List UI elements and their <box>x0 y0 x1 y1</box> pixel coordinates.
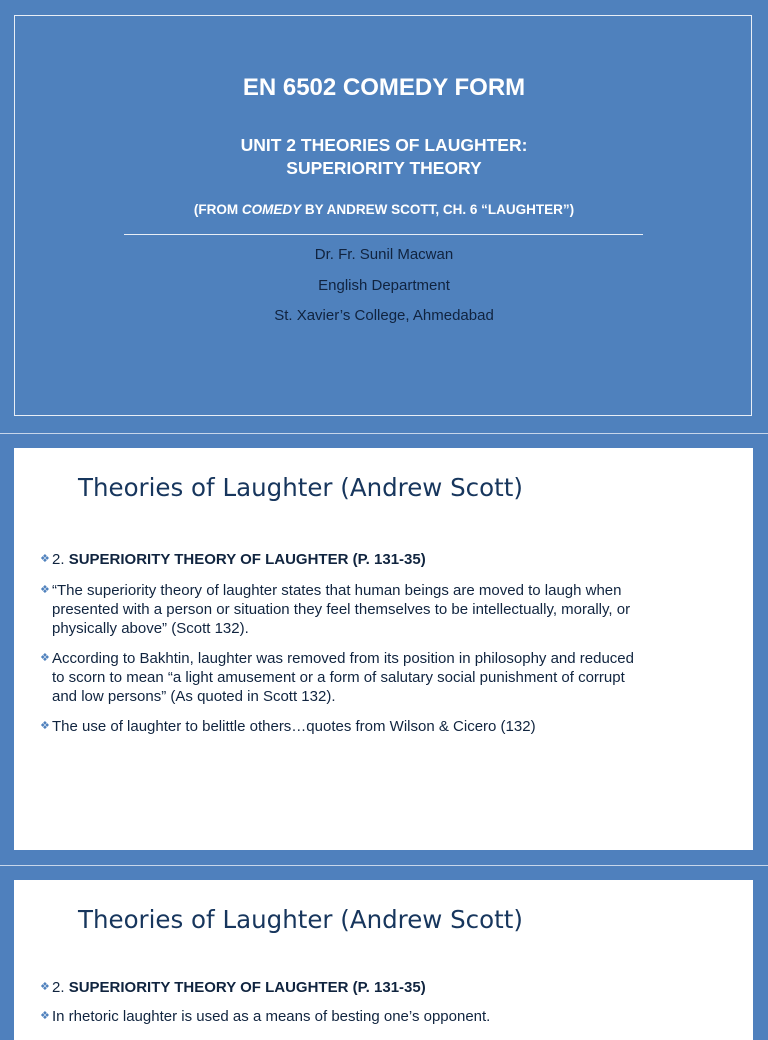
bullet-text-line: According to Bakhtin, laughter was removed from its position in philosophy and reduced <box>52 650 634 667</box>
diamond-bullet-icon: ❖ <box>40 553 50 565</box>
bullet-number: 2. <box>52 979 69 996</box>
bullet-text-line: presented with a person or situation they feel themselves to be intellectually, morally, or <box>52 601 631 618</box>
college-name: St. Xavier’s College, Ahmedabad <box>274 307 494 324</box>
bullet-item <box>40 978 700 997</box>
content-slide-2 <box>14 448 753 850</box>
slide-heading: Theories of Laughter (Andrew Scott) <box>78 473 523 502</box>
bullet-text-line: and low persons” (As quoted in Scott 132). <box>52 688 336 705</box>
diamond-bullet-icon: ❖ <box>40 652 50 664</box>
source-line <box>0 202 768 217</box>
unit-title-line-2: SUPERIORITY THEORY <box>286 158 482 178</box>
bullet-text-line: In rhetoric laughter is used as a means of besting one’s opponent. <box>52 1008 491 1025</box>
title-slide <box>0 0 768 432</box>
bullet-item <box>40 550 700 569</box>
diamond-bullet-icon: ❖ <box>40 981 50 993</box>
bullet-text-line: to scorn to mean “a light amusement or a form of salutary social punishment of corrupt <box>52 669 625 686</box>
course-title: EN 6502 COMEDY FORM <box>242 74 526 101</box>
department-name: English Department <box>318 277 450 294</box>
bullet-text-line: “The superiority theory of laughter states that human beings are moved to laugh when <box>52 582 622 599</box>
bullet-item <box>40 581 700 638</box>
diamond-bullet-icon: ❖ <box>40 1010 50 1022</box>
author-name: Dr. Fr. Sunil Macwan <box>314 246 454 263</box>
bullet-bold-text: SUPERIORITY THEORY OF LAUGHTER (P. 131-35) <box>68 979 426 996</box>
bullet-item <box>40 649 700 706</box>
source-book-title: COMEDY <box>241 202 302 217</box>
divider-rule <box>124 234 643 235</box>
slide-heading: Theories of Laughter (Andrew Scott) <box>78 905 523 934</box>
bullet-item <box>40 717 700 736</box>
bullet-item <box>40 1007 700 1026</box>
bullet-text-line: physically above” (Scott 132). <box>52 620 249 637</box>
content-slide-3 <box>14 880 753 1040</box>
bullet-bold-text: SUPERIORITY THEORY OF LAUGHTER (P. 131-35) <box>68 551 426 568</box>
slide-separator <box>0 865 768 866</box>
bullet-text-line: The use of laughter to belittle others…quotes from Wilson & Cicero (132) <box>52 718 536 735</box>
bullet-number: 2. <box>52 551 69 568</box>
slide-separator <box>0 433 768 434</box>
unit-title-line-1: UNIT 2 THEORIES OF LAUGHTER: <box>240 135 528 155</box>
source-suffix: BY ANDREW SCOTT, CH. 6 “LAUGHTER”) <box>301 202 575 217</box>
diamond-bullet-icon: ❖ <box>40 720 50 732</box>
diamond-bullet-icon: ❖ <box>40 584 50 596</box>
source-prefix: (FROM <box>193 202 242 217</box>
